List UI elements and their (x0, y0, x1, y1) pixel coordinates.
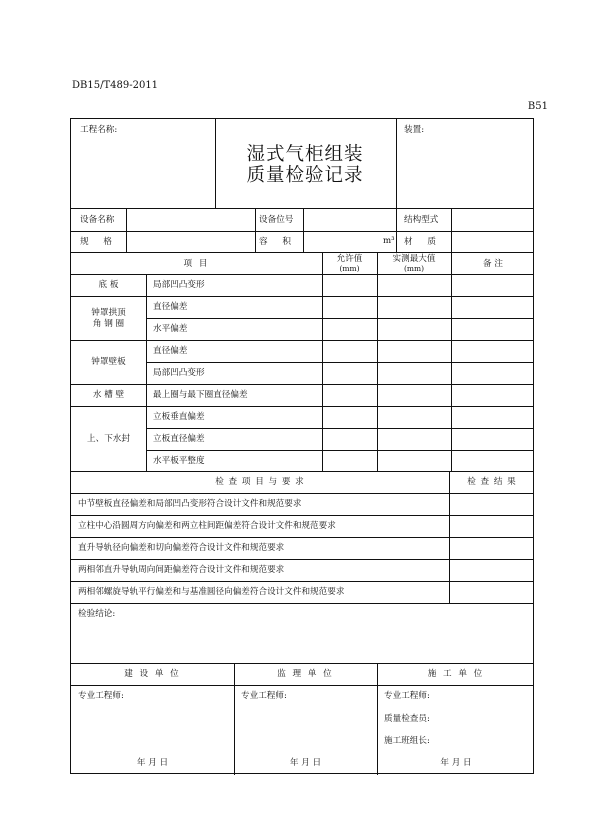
title-line-2: 质量检验记录 (246, 165, 364, 186)
item-name: 直径偏差 (153, 302, 188, 312)
quality-inspector-label: 质量检查员: (384, 714, 430, 724)
team-leader-label: 施工班组长: (384, 736, 430, 746)
check-requirement: 直升导轨径向偏差和切向偏差符合设计文件和规范要求 (78, 543, 285, 553)
structure-type-label: 结构型式 (404, 215, 439, 225)
device-label: 装置: (404, 125, 425, 135)
group-bottom-plate: 底 板 (98, 280, 119, 290)
col-measured-unit: (mm) (403, 264, 425, 273)
group-tank-wall: 水 槽 壁 (92, 390, 125, 400)
volume-label: 容 积 (259, 237, 297, 247)
checks-items-header: 检 查 项 目 与 要 求 (215, 477, 305, 487)
group-bell-wall-plate: 钟罩壁板 (91, 357, 126, 367)
volume-unit: m³ (383, 236, 395, 246)
supervision-unit-label: 监 理 单 位 (277, 669, 334, 679)
col-item-header: 项 目 (183, 259, 210, 269)
col-allowed-unit: (mm) (339, 264, 360, 273)
page-title (217, 144, 393, 186)
equipment-name-label: 设备名称 (80, 215, 115, 225)
check-requirement: 两相邻螺旋导轨平行偏差和与基准圆径向偏差符合设计文件和规范要求 (78, 587, 345, 597)
item-name: 立板垂直偏差 (153, 412, 205, 422)
checks-result-header: 检 查 结 果 (467, 477, 517, 487)
construction-engineer-label: 专业工程师: (78, 691, 124, 701)
item-name: 最上圈与最下圈直径偏差 (153, 390, 248, 400)
project-name-label: 工程名称: (80, 125, 118, 135)
item-name: 水平板平整度 (153, 456, 205, 466)
check-requirement: 两相邻直升导轨周向间距偏差符合设计文件和规范要求 (78, 565, 285, 575)
contractor-date: 年 月 日 (440, 758, 472, 768)
group-bell-roof-ring-line2: 角 钢 圈 (92, 319, 125, 329)
group-water-seal: 上、下水封 (87, 434, 130, 444)
construction-date: 年 月 日 (136, 758, 169, 768)
contractor-unit-label: 施 工 单 位 (427, 669, 485, 679)
equipment-position-label: 设备位号 (259, 215, 294, 225)
conclusion-label: 检验结论: (78, 609, 116, 619)
item-name: 局部凹凸变形 (153, 368, 205, 378)
material-label: 材 质 (404, 237, 442, 247)
contractor-engineer-label: 专业工程师: (384, 691, 430, 701)
spec-label: 规 格 (80, 237, 118, 247)
form-number: B51 (527, 101, 548, 112)
check-requirement: 中节壁板直径偏差和局部凹凸变形符合设计文件和规范要求 (78, 499, 302, 509)
col-remark-header: 备 注 (483, 259, 503, 269)
inspection-form (70, 118, 534, 774)
supervision-date: 年 月 日 (289, 758, 322, 768)
item-name: 立板直径偏差 (153, 434, 205, 444)
item-name: 局部凹凸变形 (153, 280, 205, 290)
supervision-engineer-label: 专业工程师: (241, 691, 287, 701)
col-measured-header: 实测最大值 (392, 254, 436, 264)
standard-code: DB15/T489-2011 (72, 80, 159, 91)
group-bell-roof-ring-line1: 钟罩拱顶 (91, 308, 126, 318)
construction-unit-label: 建 设 单 位 (124, 669, 181, 679)
col-allowed-header: 允许值 (336, 254, 363, 264)
item-name: 直径偏差 (153, 346, 188, 356)
item-name: 水平偏差 (153, 324, 188, 334)
check-requirement: 立柱中心沿圆周方向偏差和两立柱间距偏差符合设计文件和规范要求 (78, 521, 336, 531)
title-line-1: 湿式气柜组装 (246, 144, 364, 165)
